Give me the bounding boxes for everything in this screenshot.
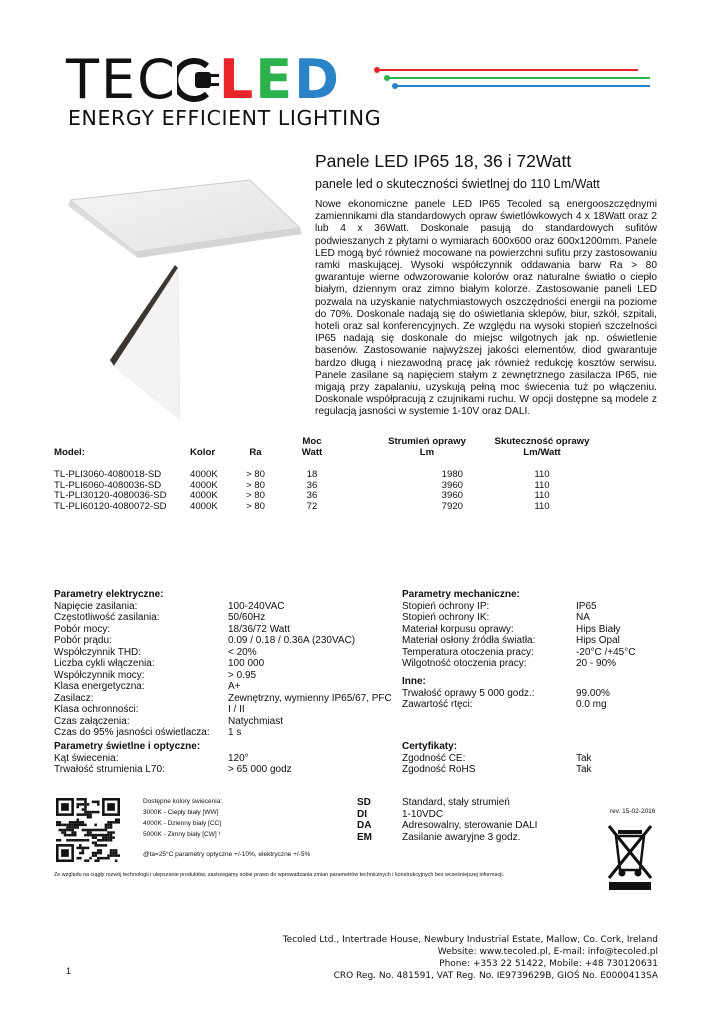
color-item: 4000K - Dzienny biały [CC]	[143, 820, 222, 827]
param-row	[402, 612, 672, 624]
param-value: Tak	[576, 752, 592, 764]
model-cell: TL-PLI60120-4080072-SD	[54, 500, 167, 512]
logo-o-plug-icon	[177, 54, 219, 98]
led-panel-image	[60, 170, 310, 430]
param-label: Czas załączenia:	[54, 715, 130, 727]
header-moc	[276, 437, 348, 458]
table-header-row	[54, 437, 597, 458]
certificates-heading: Certyfikaty:	[402, 741, 458, 752]
param-row	[54, 647, 394, 659]
footer-registration: CRO Reg. No. 481591, VAT Reg. No. IE9739629B, GIOŚ No. E0000413SA	[333, 971, 658, 981]
ra-cell: > 80	[246, 479, 265, 491]
param-row	[402, 658, 672, 670]
page-number: 1	[66, 966, 72, 976]
strumien-cell: 3960	[441, 490, 463, 501]
param-value: 100-240VAC	[228, 600, 285, 612]
kolor-cell: 4000K	[190, 469, 218, 480]
param-value: Hips Biały	[576, 623, 621, 635]
model-cell: TL-PLI30120-4080036-SD	[54, 490, 167, 501]
logo-tagline: ENERGY EFFICIENT LIGHTING	[68, 106, 382, 130]
qr-code-image	[56, 798, 120, 862]
param-row	[402, 601, 672, 613]
param-row	[402, 753, 672, 765]
logo-tec: TEC	[66, 48, 177, 111]
param-row	[402, 635, 672, 647]
code-description: Standard, stały strumień	[402, 797, 510, 808]
param-value: 50/60Hz	[228, 612, 266, 623]
code-description: 1-10VDC	[402, 808, 444, 820]
param-row	[54, 764, 394, 776]
param-label: Trwałość strumienia L70:	[54, 764, 165, 775]
optical-heading: Parametry świetlne i optyczne:	[54, 741, 201, 752]
param-value: 1 s	[228, 727, 242, 738]
param-value: 20 - 90%	[576, 658, 617, 669]
plug-o-icon	[177, 58, 219, 102]
strumien-cell: 7920	[441, 500, 463, 512]
strumien-cell: 3960	[441, 479, 463, 491]
weee-bin-icon	[605, 820, 655, 892]
strumien-cell: 1980	[441, 469, 463, 480]
param-value: Tak	[576, 764, 592, 775]
skutecznosc-cell: 110	[534, 469, 550, 480]
param-label: Kąt świecenia:	[54, 752, 119, 764]
param-row	[54, 635, 394, 647]
code-description: Zasilanie awaryjne 3 godz.	[402, 831, 521, 843]
param-label: Współczynnik mocy:	[54, 669, 145, 681]
model-cell: TL-PLI3060-4080018-SD	[54, 469, 162, 480]
param-row	[402, 624, 672, 636]
mechanical-heading: Parametry mechaniczne:	[402, 589, 520, 600]
code-row	[357, 820, 557, 832]
ra-cell: > 80	[246, 500, 265, 512]
param-value: A+	[228, 681, 241, 692]
param-label: Wilgotność otoczenia pracy:	[402, 658, 527, 669]
header-moc-2: Watt	[301, 446, 323, 458]
certificates-params	[402, 741, 672, 776]
param-row	[54, 612, 394, 624]
product-subtitle: panele led o skuteczności świetlnej do 110 Lm/Watt	[315, 177, 600, 191]
revision-label: rev. 15-02-2016	[610, 808, 656, 815]
company-logo	[66, 50, 341, 110]
code-id: DI	[357, 808, 367, 820]
code-description: Adresowalny, sterowanie DALI	[402, 820, 538, 831]
skutecznosc-cell: 110	[534, 500, 550, 512]
skutecznosc-cell: 110	[534, 479, 550, 491]
param-row	[54, 658, 394, 670]
param-label: Klasa energetyczna:	[54, 681, 145, 692]
skutecznosc-cell: 110	[534, 490, 550, 501]
param-label: Klasa ochronności:	[54, 704, 139, 715]
header-strumien	[348, 437, 487, 458]
param-value: Natychmiast	[228, 715, 284, 727]
param-row	[54, 716, 394, 728]
logo-e: E	[255, 48, 295, 111]
model-cell: TL-PLI6060-4080036-SD	[54, 479, 162, 491]
logo-l: L	[218, 48, 256, 111]
param-row	[54, 704, 394, 716]
tolerance-note: @ta=25°C parametry optyczne +/-10%, elektryczne +/-5%	[143, 851, 311, 858]
optical-params	[54, 741, 394, 776]
param-label: Czas do 95% jasności oświetlacza:	[54, 727, 210, 738]
param-row	[54, 670, 394, 682]
param-label: Częstotliwość zasilania:	[54, 612, 160, 623]
param-label: Materiał korpusu oprawy:	[402, 623, 514, 635]
product-description: Nowe ekonomiczne panele LED IP65 Tecoled są energooszczędnymi zamiennikami dla standardowych opraw świetlówkowych 4 x 18Watt oraz 2 lub 4 x 36Watt. Doskonale pasują do standardowych sufitów podwieszanych z płytami o wymiarach 600x600 oraz 600x1200mm. Panele LED mogą być również mocowane na powierzchni sufitu przy zastosowaniu ramki maskującej. Wysoki współczynnik oddawania barw Ra > 80 gwarantuje wierne odwzorowanie kolorów oraz naturalne światło o ciepło białym, dziennym oraz zimno białym kolorze. Zastosowanie paneli LED pozwala na uzyskanie natychmiastowych oszczędności energii na poziome do 70%. Doskonale nadają się do oświetlania sklepów, biur, szkół, szpitali, hoteli oraz sal konferencyjnych. Ze względu na wysoki stopień szczelności IP65 nadają się doskonale do miejsc wilgotnych jak np. oświetlenie basenów. Zastosowanie najwyższej jakości elementów, diod gwarantuje bardzo długą i niezawodną pracę jak również redukcję kosztów serwisu. Panele zasilane są napięciem stałym z zewnętrznego zasilacza IP65, nie migają przy zapalaniu, uzyskują pełną moc świecenia tuż po włączeniu. Doskonale współpracują z czujnikami ruchu. W opcji dostępne są modele z regulacją jasności w systemie 1-10V oraz DALI.	[315, 199, 657, 418]
table-row	[54, 502, 597, 513]
ra-cell: > 80	[246, 469, 265, 480]
param-label: Stopień ochrony IP:	[402, 600, 490, 612]
electrical-heading: Parametry elektryczne:	[54, 589, 164, 600]
header-skutecznosc-1: Skuteczność oprawy	[494, 436, 590, 447]
param-label: Liczba cykli włączenia:	[54, 658, 155, 669]
param-label: Współczynnik THD:	[54, 646, 142, 658]
footer-phone: Phone: +353 22 51422, Mobile: +48 730120631	[439, 959, 658, 969]
param-label: Zgodność RoHS	[402, 764, 476, 775]
param-value: -20°C /+45°C	[576, 646, 636, 658]
mechanical-params	[402, 589, 672, 670]
electrical-params	[54, 589, 394, 739]
code-id: SD	[357, 797, 371, 808]
company-footer	[283, 934, 658, 982]
param-label: Pobór mocy:	[54, 623, 111, 635]
code-id: DA	[357, 820, 372, 831]
param-row	[402, 764, 672, 776]
color-item: 5000K - Zimny biały [CW] ¹	[143, 831, 221, 838]
param-value: I / II	[228, 704, 245, 715]
table-row	[54, 491, 597, 502]
code-row	[357, 797, 557, 809]
color-item: 3000K - Ciepły biały [WW]	[143, 809, 219, 816]
footer-address: Tecoled Ltd., Intertrade House, Newbury Industrial Estate, Mallow, Co. Cork, Ireland	[282, 935, 658, 945]
param-value: Hips Opal	[576, 635, 620, 646]
param-label: Temperatura otoczenia pracy:	[402, 646, 534, 658]
other-heading: Inne:	[402, 676, 426, 687]
param-row	[54, 727, 394, 739]
kolor-cell: 4000K	[190, 500, 218, 512]
footer-website: Website: www.tecoled.pl, E-mail: info@tecoled.pl	[437, 947, 658, 957]
code-id: EM	[357, 831, 372, 843]
param-label: Trwałość oprawy 5 000 godz.:	[402, 687, 535, 699]
header-skutecznosc	[487, 437, 597, 458]
param-row	[54, 601, 394, 613]
blue-line	[396, 85, 650, 87]
param-row	[54, 753, 394, 765]
param-row	[402, 647, 672, 659]
param-value: Zewnętrzny, wymienny IP65/67, PFC	[228, 692, 392, 704]
other-params	[402, 676, 672, 711]
param-label: Pobór prądu:	[54, 635, 112, 646]
colors-info	[143, 796, 343, 840]
param-row	[402, 688, 672, 700]
param-label: Zawartość rtęci:	[402, 699, 473, 710]
code-row	[357, 832, 557, 844]
moc-cell: 36	[306, 479, 318, 491]
header-kolor: Kolor	[190, 446, 216, 458]
param-value: < 20%	[228, 646, 257, 658]
version-codes	[357, 797, 557, 843]
header-ra: Ra	[249, 446, 262, 458]
param-label: Materiał osłony źródła światła:	[402, 635, 536, 646]
header-model: Model:	[54, 446, 85, 458]
param-label: Zasilacz:	[54, 692, 94, 704]
kolor-cell: 4000K	[190, 490, 218, 501]
param-value: > 65 000 godz	[228, 764, 292, 775]
param-label: Zgodność CE:	[402, 752, 466, 764]
moc-cell: 72	[306, 500, 318, 512]
ra-cell: > 80	[246, 490, 265, 501]
param-label: Napięcie zasilania:	[54, 600, 138, 612]
table-row	[54, 470, 597, 481]
logo-d: D	[294, 48, 341, 111]
code-row	[357, 809, 557, 821]
models-table	[54, 437, 597, 512]
colors-heading: Dostępne kolory świecenia:	[143, 798, 223, 805]
kolor-cell: 4000K	[190, 479, 218, 491]
green-line	[388, 77, 650, 79]
param-value: 18/36/72 Watt	[228, 623, 290, 635]
header-skutecznosc-2: Lm/Watt	[523, 446, 561, 458]
moc-cell: 36	[306, 490, 318, 501]
param-value: 100 000	[228, 658, 265, 669]
param-value: 0.09 / 0.18 / 0.36A (230VAC)	[228, 635, 356, 646]
param-row	[54, 681, 394, 693]
moc-cell: 18	[306, 469, 318, 480]
param-value: > 0.95	[228, 669, 257, 681]
param-value: 99.00%	[576, 687, 610, 699]
red-line	[378, 69, 638, 71]
header-strumien-2: Lm	[419, 446, 435, 458]
param-value: IP65	[576, 600, 597, 612]
header-strumien-1: Strumień oprawy	[388, 436, 466, 447]
param-value: 0.0 mg	[576, 699, 607, 710]
param-row	[402, 699, 672, 711]
disclaimer: Ze względu na ciągły rozwój technologii i ulepszanie produktów, zastrzegamy sobie prawo do wprowadzania zmian parametrów technicznych i konstrukcyjnych bez wcześniejszej informacji.	[54, 872, 505, 878]
header-moc-1: Moc	[302, 436, 322, 447]
param-row	[54, 624, 394, 636]
product-title: Panele LED IP65 18, 36 i 72Watt	[315, 151, 572, 171]
param-value: 120°	[228, 752, 249, 764]
param-row	[54, 693, 394, 705]
param-label: Stopień ochrony IK:	[402, 612, 490, 623]
param-value: NA	[576, 612, 590, 623]
